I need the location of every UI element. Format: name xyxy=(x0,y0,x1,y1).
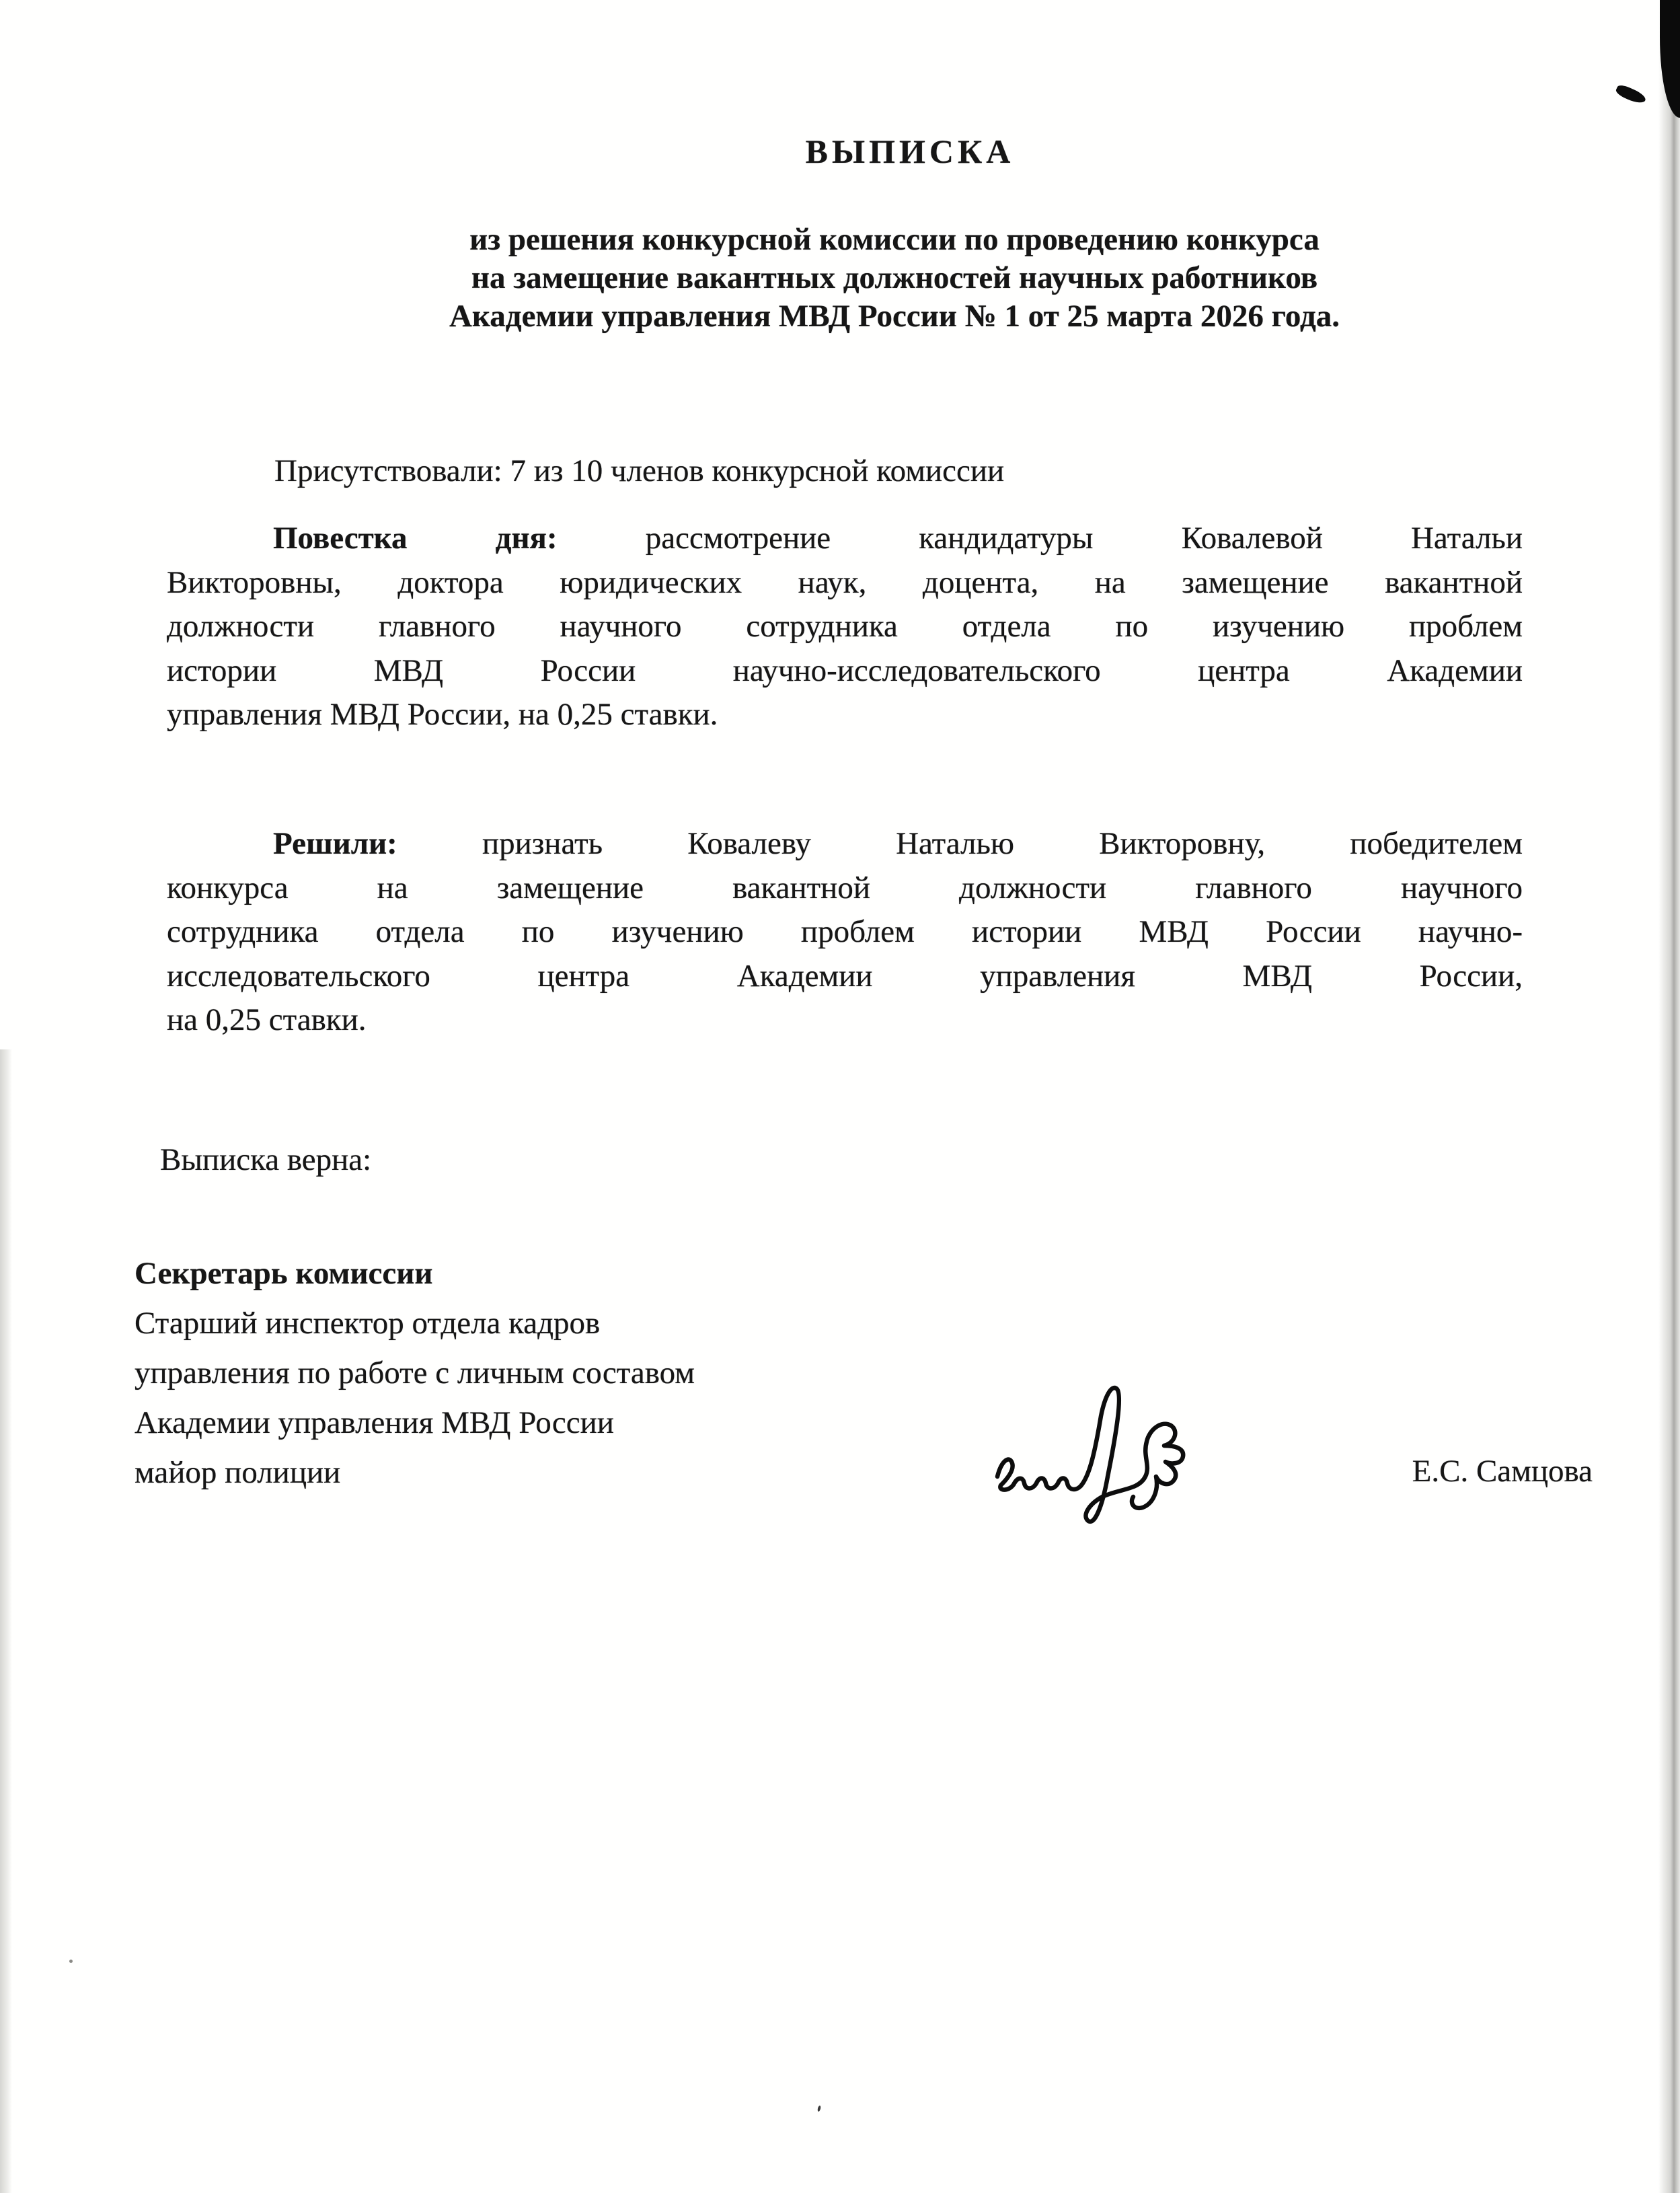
signatory-role-line: Старший инспектор отдела кадров xyxy=(135,1306,601,1341)
attendance-line: Присутствовали: 7 из 10 членов конкурсной комиссии xyxy=(274,453,1005,488)
resolution-line: сотрудника отдела по изучению проблем истории МВД России научно- xyxy=(167,914,1523,949)
ink-smudge-mark xyxy=(1615,83,1648,106)
resolution-line: конкурса на замещение вакантной должности главного научного xyxy=(167,870,1523,905)
agenda-line: истории МВД России научно-исследовательского центра Академии xyxy=(167,653,1523,688)
resolution-text: признать Ковалеву Наталью Викторовну, победителем xyxy=(482,826,1523,861)
resolution-label: Решили: xyxy=(273,826,397,861)
signatory-block xyxy=(135,1249,975,1497)
document-subtitle xyxy=(0,221,1680,336)
agenda-text: рассмотрение кандидатуры Ковалевой Натальи xyxy=(645,521,1523,556)
signatory-name: Е.С. Самцова xyxy=(1412,1454,1593,1489)
subtitle-line: Академии управления МВД России № 1 от 25 марта 2026 года. xyxy=(449,299,1340,334)
resolution-line: на 0,25 ставки. xyxy=(167,1002,367,1037)
document-title: ВЫПИСКА xyxy=(805,133,1015,170)
agenda-line: Викторовны, доктора юридических наук, доцента, на замещение вакантной xyxy=(167,564,1523,600)
certification-line: Выписка верна: xyxy=(160,1142,372,1177)
scan-edge-left xyxy=(0,1049,12,2193)
signatory-role-line: майор полиции xyxy=(135,1455,341,1490)
resolution-line: исследовательского центра Академии управления МВД России, xyxy=(167,958,1523,994)
signatory-role-line: управления по работе с личным составом xyxy=(135,1355,695,1390)
scan-speck xyxy=(817,2106,821,2112)
scan-speck xyxy=(69,1960,73,1963)
signature xyxy=(979,1376,1234,1530)
resolution-paragraph xyxy=(167,822,1523,1043)
signatory-role-title: Секретарь комиссии xyxy=(135,1256,433,1291)
agenda-paragraph xyxy=(167,517,1523,737)
agenda-line: должности главного научного сотрудника отдела по изучению проблем xyxy=(167,609,1523,644)
resolution-line xyxy=(167,822,1523,866)
agenda-label: Повестка дня: xyxy=(273,521,558,556)
signatory-role-line: Академии управления МВД России xyxy=(135,1405,614,1440)
agenda-line: управления МВД России, на 0,25 ставки. xyxy=(167,697,718,732)
agenda-line xyxy=(167,517,1523,561)
subtitle-line: из решения конкурсной комиссии по проведению конкурса xyxy=(469,222,1320,257)
subtitle-line: на замещение вакантных должностей научных работников xyxy=(471,260,1318,295)
